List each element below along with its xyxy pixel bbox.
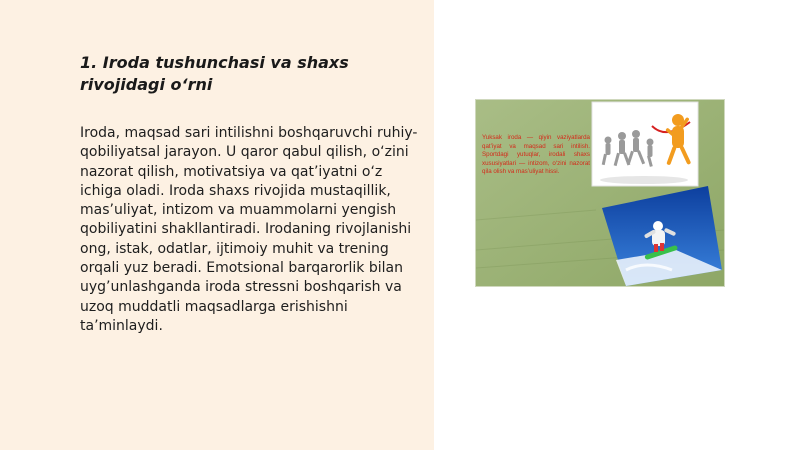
race-photo: [592, 102, 698, 186]
slide-body-text: Iroda, maqsad sari intilishni boshqaruvchi ruhiy-qobiliyatsal jarayon. U qaror qabul qilish, o‘zini nazorat qilish, motivatsiya va qat’iyatni o‘z ichiga oladi. Iroda shaxs rivojida mustaqillik, mas’uliyat, intizom va muammolarni yengish qobiliyatini shakllantiradi. Irodaning rivojlanishi ong, istak, odatlar, ijtimoiy muhit va trening orqali yuz beradi. Emotsional barqarorlik bilan uyg’unlashganda iroda stressni boshqarish va uzoq muddatli maqsadlarga erishishni ta’minlaydi.: [80, 125, 418, 334]
slide-heading: 1. Iroda tushunchasi va shaxs rivojidagi o‘rni: [80, 53, 349, 94]
illustration-graphic: [476, 100, 724, 286]
illustration-caption: Yuksak iroda — qiyin vaziyatlarda qat’iyat va maqsad sari intilish. Sportdagi yutuqlar, irodali shaxs xususiyatlari — intizom, o‘zini nazorat qila olish va mas’uliyat hissi.: [482, 134, 590, 176]
illustration-image: [476, 100, 724, 286]
